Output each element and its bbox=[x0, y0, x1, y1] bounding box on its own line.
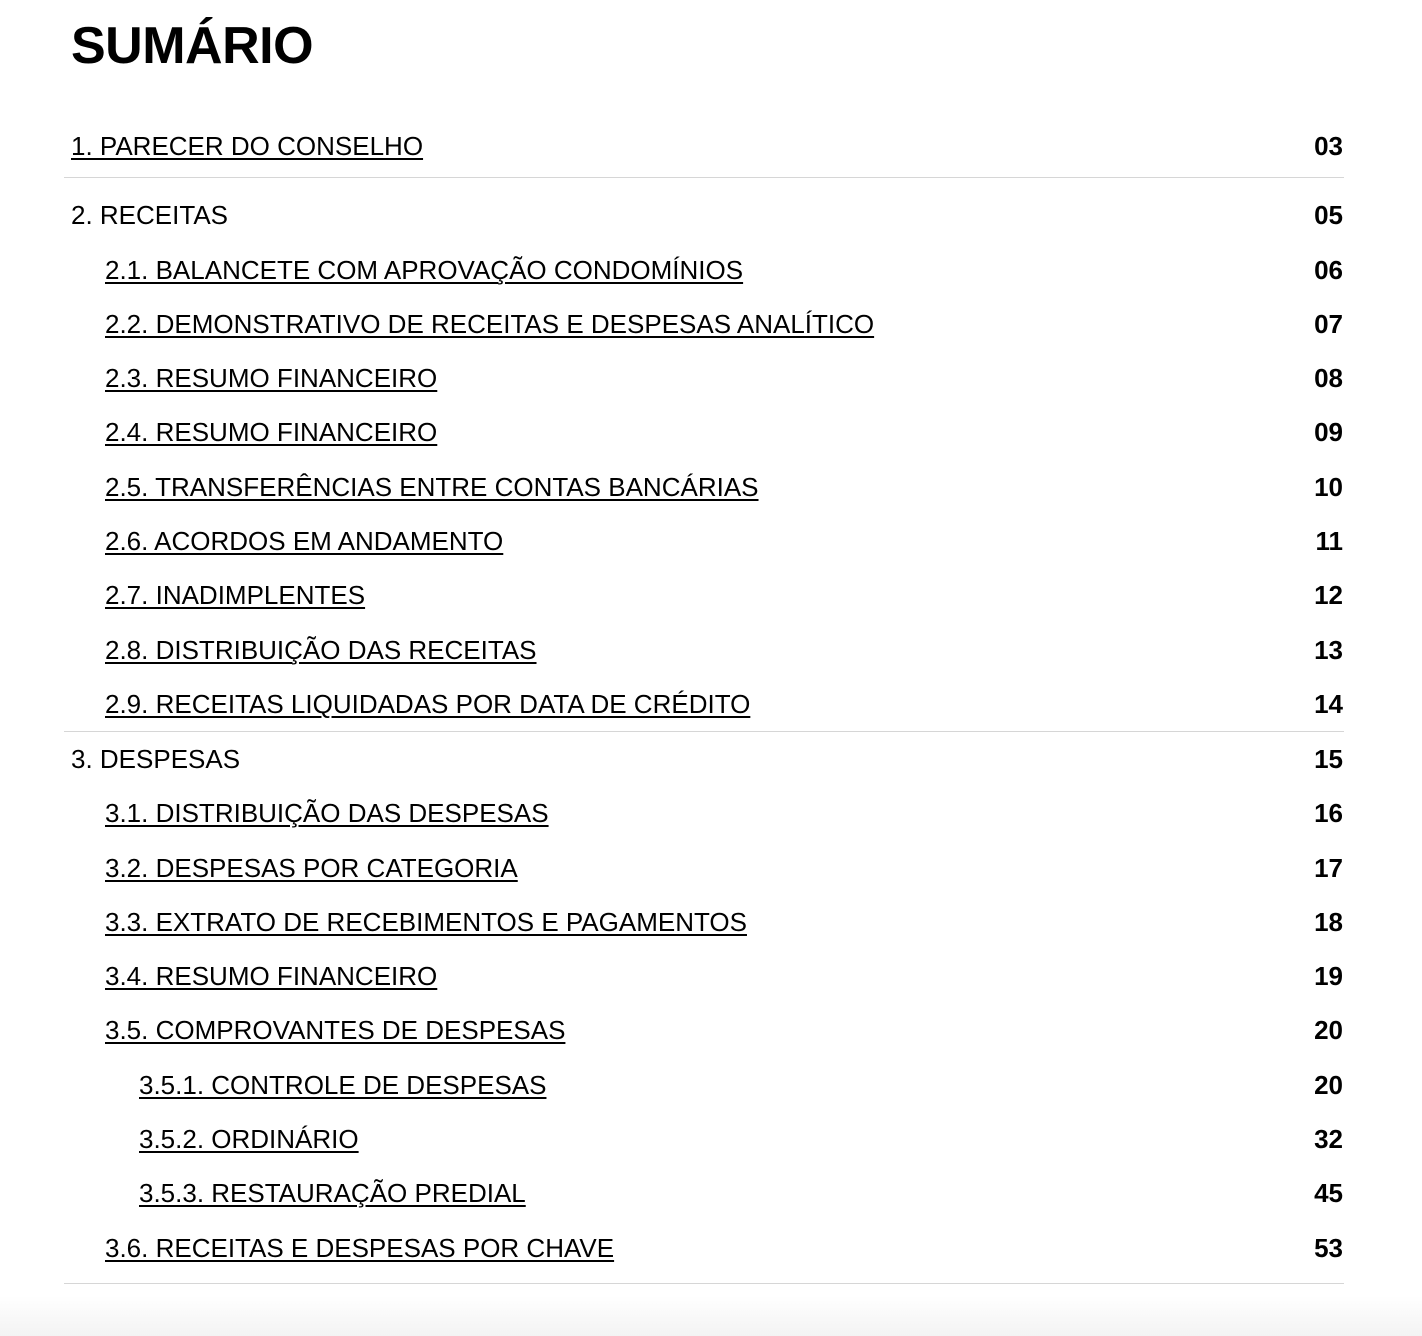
toc-entry-page: 53 bbox=[1314, 1232, 1343, 1263]
page-bottom-shadow bbox=[0, 1296, 1422, 1336]
toc-entry-page: 12 bbox=[1314, 580, 1343, 611]
toc-entry-label[interactable]: 2.8. DISTRIBUIÇÃO DAS RECEITAS bbox=[105, 634, 537, 665]
toc-entry-page: 20 bbox=[1314, 1069, 1343, 1100]
toc-entry-label[interactable]: 3.6. RECEITAS E DESPESAS POR CHAVE bbox=[105, 1232, 615, 1263]
table-of-contents bbox=[64, 119, 1344, 1284]
toc-entry[interactable] bbox=[64, 405, 1344, 459]
toc-entry-page: 17 bbox=[1314, 852, 1343, 883]
toc-entry-label[interactable]: 2.4. RESUMO FINANCEIRO bbox=[105, 417, 438, 448]
toc-entry-page: 08 bbox=[1314, 363, 1343, 394]
toc-entry[interactable] bbox=[64, 514, 1344, 568]
toc-entry[interactable] bbox=[64, 1003, 1344, 1057]
toc-entry[interactable] bbox=[64, 786, 1344, 840]
toc-entry-label[interactable]: 3.4. RESUMO FINANCEIRO bbox=[105, 961, 438, 992]
toc-entry-page: 06 bbox=[1314, 254, 1343, 285]
toc-entry-page: 11 bbox=[1315, 526, 1343, 557]
toc-entry[interactable] bbox=[64, 568, 1344, 622]
toc-entry-page: 07 bbox=[1314, 308, 1343, 339]
toc-entry[interactable] bbox=[64, 1221, 1344, 1275]
toc-entry-label[interactable]: 3.1. DISTRIBUIÇÃO DAS DESPESAS bbox=[105, 798, 549, 829]
toc-entry[interactable] bbox=[64, 949, 1344, 1003]
toc-entry-label[interactable]: 3.2. DESPESAS POR CATEGORIA bbox=[105, 852, 518, 883]
toc-entry-page: 32 bbox=[1314, 1124, 1343, 1155]
toc-entry bbox=[64, 732, 1344, 786]
toc-entry-label[interactable]: 2.5. TRANSFERÊNCIAS ENTRE CONTAS BANCÁRIAS bbox=[105, 471, 759, 502]
toc-entry[interactable] bbox=[64, 1166, 1344, 1220]
toc-entry-label[interactable]: 2.9. RECEITAS LIQUIDADAS POR DATA DE CRÉDITO bbox=[105, 688, 751, 719]
toc-entry-page: 13 bbox=[1314, 634, 1343, 665]
toc-entry[interactable] bbox=[64, 119, 1344, 173]
toc-entry-label[interactable]: 1. PARECER DO CONSELHO bbox=[71, 131, 424, 161]
toc-entry[interactable] bbox=[64, 841, 1344, 895]
page-title: SUMÁRIO bbox=[71, 17, 314, 75]
toc-entry-label[interactable]: 3.3. EXTRATO DE RECEBIMENTOS E PAGAMENTOS bbox=[105, 906, 747, 937]
toc-entry-label[interactable]: 3.5.2. ORDINÁRIO bbox=[139, 1124, 359, 1155]
toc-entry[interactable] bbox=[64, 895, 1344, 949]
toc-entry-page: 45 bbox=[1314, 1178, 1343, 1209]
toc-entry-page: 20 bbox=[1314, 1015, 1343, 1046]
toc-entry-page: 18 bbox=[1314, 906, 1343, 937]
toc-entry-label[interactable]: 2.1. BALANCETE COM APROVAÇÃO CONDOMÍNIOS bbox=[105, 254, 744, 285]
toc-entry-label[interactable]: 2.2. DEMONSTRATIVO DE RECEITAS E DESPESAS ANALÍTICO bbox=[105, 308, 875, 339]
toc-section-2 bbox=[64, 178, 1344, 732]
toc-entry[interactable] bbox=[64, 460, 1344, 514]
toc-entry-label: 2. RECEITAS bbox=[71, 200, 229, 231]
toc-entry-label[interactable]: 3.5.3. RESTAURAÇÃO PREDIAL bbox=[139, 1178, 526, 1209]
toc-section-1 bbox=[64, 119, 1344, 178]
toc-entry[interactable] bbox=[64, 351, 1344, 405]
toc-entry-label[interactable]: 2.6. ACORDOS EM ANDAMENTO bbox=[105, 526, 504, 557]
toc-entry-label[interactable]: 2.3. RESUMO FINANCEIRO bbox=[105, 363, 438, 394]
toc-entry-page: 15 bbox=[1314, 744, 1343, 775]
toc-entry[interactable] bbox=[64, 243, 1344, 297]
toc-entry[interactable] bbox=[64, 1112, 1344, 1166]
toc-entry[interactable] bbox=[64, 623, 1344, 677]
toc-entry-label[interactable]: 3.5.1. CONTROLE DE DESPESAS bbox=[139, 1069, 547, 1100]
toc-entry-label[interactable]: 3.5. COMPROVANTES DE DESPESAS bbox=[105, 1015, 566, 1046]
toc-entry bbox=[64, 188, 1344, 242]
toc-entry-page: 05 bbox=[1314, 200, 1343, 231]
toc-entry-label: 3. DESPESAS bbox=[71, 744, 241, 775]
toc-entry-page: 09 bbox=[1314, 417, 1343, 448]
toc-section-3 bbox=[64, 732, 1344, 1284]
toc-entry-page: 03 bbox=[1314, 131, 1343, 161]
toc-entry[interactable] bbox=[64, 1058, 1344, 1112]
toc-entry-page: 10 bbox=[1314, 471, 1343, 502]
toc-entry[interactable] bbox=[64, 297, 1344, 351]
toc-entry-label[interactable]: 2.7. INADIMPLENTES bbox=[105, 580, 366, 611]
toc-entry-page: 19 bbox=[1314, 961, 1343, 992]
toc-entry-page: 14 bbox=[1314, 688, 1343, 719]
toc-entry-page: 16 bbox=[1314, 798, 1343, 829]
toc-entry[interactable] bbox=[64, 677, 1344, 731]
